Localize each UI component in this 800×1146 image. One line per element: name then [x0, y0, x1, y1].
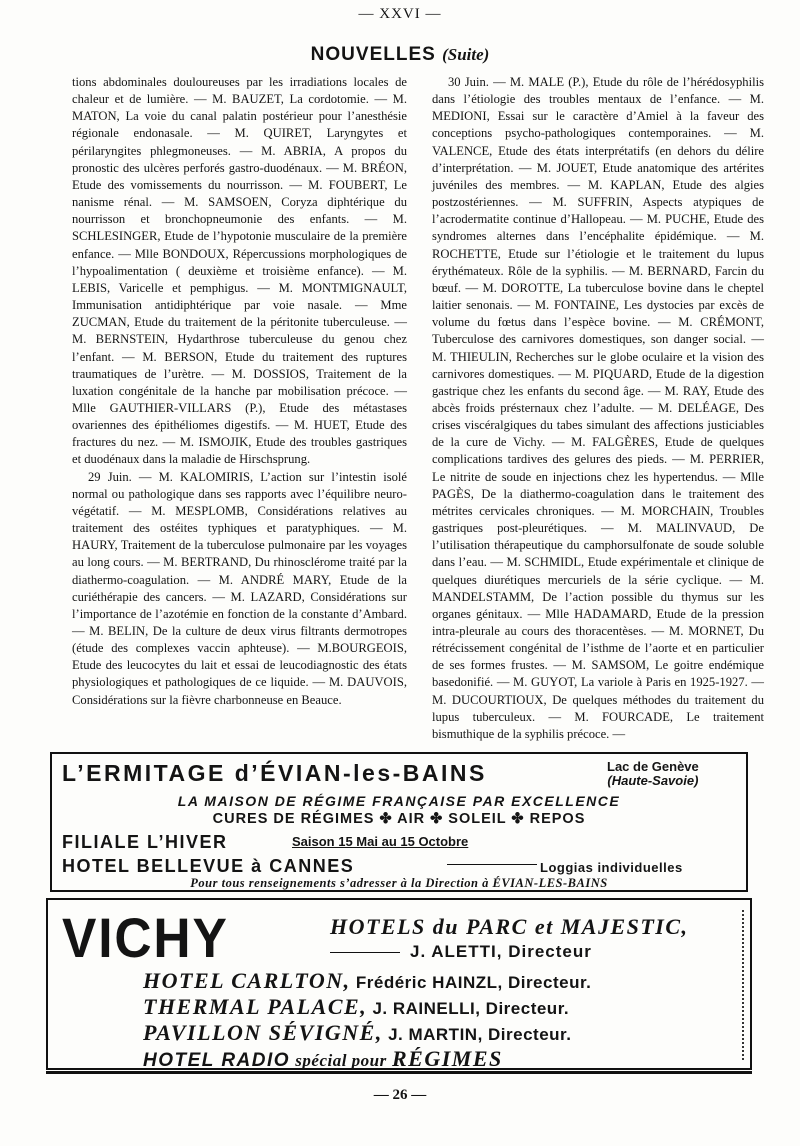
vichy-parc-majestic: HOTELS du PARC et MAJESTIC, [330, 914, 689, 939]
left-column [72, 74, 407, 709]
vichy-hotel-name: HOTEL CARLTON, [143, 968, 351, 993]
evian-cures: CURES DE RÉGIMES ✤ AIR ✤ SOLEIL ✤ REPOS [212, 811, 586, 827]
vichy-hotel-name: PAVILLON SÉVIGNÉ, [143, 1020, 383, 1045]
right-paragraph-1: 30 Juin. — M. MALE (P.), Etude du rôle de l’hérédosyphilis dans l’étiologie des troubles mentaux de l’enfance. — M. MEDIONI, Essai sur le caractère d’Amiel à la faveur des conceptions psycho-pathologiques contemporaines. — M. VALENCE, Etude des états interprétatifs (en dehors du délire d’interprétation. — M. JOUET, Etude anatomique des artérites juvéniles des membres. — M. KAPLAN, Etude des algies postzostériennes. — M. SUFFRIN, Aspects atypiques de l’acrodermatite continue d’Hallopeau. — M. PUCHE, Etude des syndromes alternes dans l’encéphalite épidémique. — M. ROCHETTE, Etude sur l’étiologie et le traitement du lupus érythémateux. Rôle de la syphilis. — M. BERNARD, Farcin du bœuf. — M. DOROTTE, La tuberculose bovine dans le cheptel laitier senonais. — M. FONTAINE, Les dystocies par excès de volume du fœtus dans l’espèce bovine. — M. CRÉMONT, Tuberculose des carnivores domestiques, son danger social. — M. THIEULIN, Recherches sur le globe oculaire et la vision des carnivores domestiques. — M. PIQUARD, Etude de la digestion gastrique chez les enfants du second âge. — M. RAY, Etude des abcès froids présternaux chez l’adulte. — M. DELÉAGE, Des crises viscéralgiques du tabes simulant des affections justiciables de la cure de Vichy. — M. FALGÈRES, Etude de quelques complications tardives des gelures des pieds. — M. PERRIER, Le nitrite de soude en injections chez les hypertendus. — Mlle PAGÈS, De la diathermo-coagulation dans le traitement des métrites cervicales chroniques. — M. MORCHAIN, Troubles gastriques post-pleurétiques. — M. MALINVAUD, De l’utilisation thérapeutique du camphorsulfonate de soude soluble dans l’eau. — M. SCHMIDL, Etude expérimentale et clinique de quelques diurétiques mercuriels de la série cyclique. — M. MANDELSTAMM, De l’action possible du thymus sur les organes génitaux. — Mlle HADAMARD, Etude de la pression intra-pleurale au cours des thoracentèses. — M. MORNET, Du rétrécissement congénital de l’isthme de l’aorte et en particulier de ses formes frustes. — M. SAMSOM, Le goitre endémique basedonifié. — M. GUYOT, La variole à Paris en 1925-1927. — M. DUCOURTIOUX, De quelques méthodes du traitement du lupus tuberculeux. — M. FOURCADE, Le traitement bismuthique de la syphilis précoce. — [432, 75, 764, 741]
bottom-rule [46, 1071, 752, 1074]
evian-contact: Pour tous renseignements s’adresser à la Direction à ÉVIAN-LES-BAINS [190, 876, 608, 890]
vichy-hotel-row [143, 1020, 571, 1046]
vichy-hotel-director: Frédéric HAINZL, Directeur. [355, 973, 592, 992]
evian-saison-text: Saison 15 Mai au 15 Octobre [292, 834, 469, 849]
evian-region: (Haute-Savoie) [607, 773, 699, 788]
evian-hotel-bellevue: HOTEL BELLEVUE à CANNES [62, 856, 355, 876]
page-number: — 26 — [373, 1087, 427, 1103]
vichy-logo-text: VICHY [62, 906, 229, 969]
evian-title: L’ERMITAGE d’ÉVIAN-les-BAINS [62, 760, 487, 786]
evian-saison [292, 834, 468, 849]
vichy-radio-regimes: RÉGIMES [392, 1046, 503, 1071]
vichy-hotel-director: J. MARTIN, Directeur. [388, 1025, 572, 1044]
page-roman-numeral: — XXVI — [358, 6, 442, 22]
vichy-aletti [330, 942, 592, 962]
left-paragraph-2: 29 Juin. — M. KALOMIRIS, L’action sur l’intestin isolé normal ou pathologique dans ses rapports avec l’équilibre neuro-végétatif. — M. MESPLOMB, Considérations relatives au traitement des ostéites typhiques et paratyphiques. — M. HAURY, Traitement de la tuberculose pulmonaire par les voyages au long cours. — M. BERTRAND, Du rhinosclérome traité par la diathermo-coagulation. — M. ANDRÉ MARY, Etude de la curiéthérapie des cancers. — M. LAZARD, Considérations sur l’importance de l’azotémie en fonction de la constante d’Ambard. — M. BELIN, De la culture de deux virus filtrants dermotropes (étude des complexes vaccin aphteuse). — M.BOURGEOIS, Etude des leucocytes du lait et essai de leucodiagnostic des états physiologiques et pathologiques de ce liquide. — M. DAUVOIS, Considérations sur la fièvre charbonneuse en Beauce. [72, 469, 407, 707]
evian-loggias: Loggias individuelles [540, 860, 683, 875]
advert-ermitage-evian [50, 752, 748, 892]
vichy-radio-row [143, 1046, 503, 1072]
vichy-radio-special: spécial pour [295, 1051, 387, 1070]
vichy-dash [330, 952, 400, 953]
section-title [0, 44, 800, 66]
vichy-edge-marks [739, 910, 744, 1060]
evian-divider [447, 864, 537, 865]
vichy-hotel-name: THERMAL PALACE, [143, 994, 368, 1019]
left-paragraph-1: tions abdominales douloureuses par les irradiations locales de chaleur et de lumière. — M. BAUZET, La cordotomie. — M. MATON, La voie du canal palatin postérieur pour l’anesthésie régionale endonasale. — M. QUIRET, Laryngytes et périlaryngites phlegmoneuses. — M. ABRIA, A propos du pronostic des ulcères perforés gastro-duodénaux. — M. BRÉON, Etude des vomissements du nourrisson. — M. FOUBERT, Le nanisme rénal. — M. SAMSOEN, Coryza diphtérique du nourrisson et bronchopneumonie des enfants. — M. SCHLESINGER, Etude de l’hypotonie musculaire de la première enfance. — Mlle BONDOUX, Répercussions morphologiques de l’hypoalimentation ( deuxième et troisième enfance). — M. LEBIS, Varicelle et pemphigus. — M. MONTMIGNAULT, Immunisation antidiphtérique par voie nasale. — Mme ZUCMAN, Etude du traitement de la péritonite tuberculeuse. — M. BERNSTEIN, Hydarthrose tuberculeuse du genou chez l’enfant. — M. BERSON, Etude du traitement des ruptures traumatiques de l’urètre. — M. DOSSIOS, Traitement de la luxation congénitale de la hanche par mobilisation précoce. — Mlle GAUTHIER-VILLARS (P.), Etude des métastases ovariennes des épithéliomes digestifs. — M. HUET, Etude des fractures du nez. — M. ISMOJIK, Etude des troubles gastriques et duodénaux dans la maladie de Hirschsprung. [72, 75, 407, 467]
evian-slogan: LA MAISON DE RÉGIME FRANÇAISE PAR EXCELLENCE [177, 793, 621, 809]
vichy-hotel-director: J. RAINELLI, Directeur. [372, 999, 570, 1018]
vichy-hotel-row [143, 994, 569, 1020]
section-suite: (Suite) [442, 45, 490, 64]
section-title-text: NOUVELLES [310, 44, 436, 65]
evian-location [607, 760, 699, 788]
evian-lake: Lac de Genève [607, 759, 699, 774]
advert-vichy [46, 898, 752, 1070]
vichy-radio-name: HOTEL RADIO [143, 1050, 291, 1071]
vichy-hotel-row [143, 968, 591, 994]
vichy-aletti-text: J. ALETTI, Directeur [410, 942, 592, 961]
right-column [432, 74, 764, 743]
evian-filiale: FILIALE L’HIVER [62, 832, 228, 852]
